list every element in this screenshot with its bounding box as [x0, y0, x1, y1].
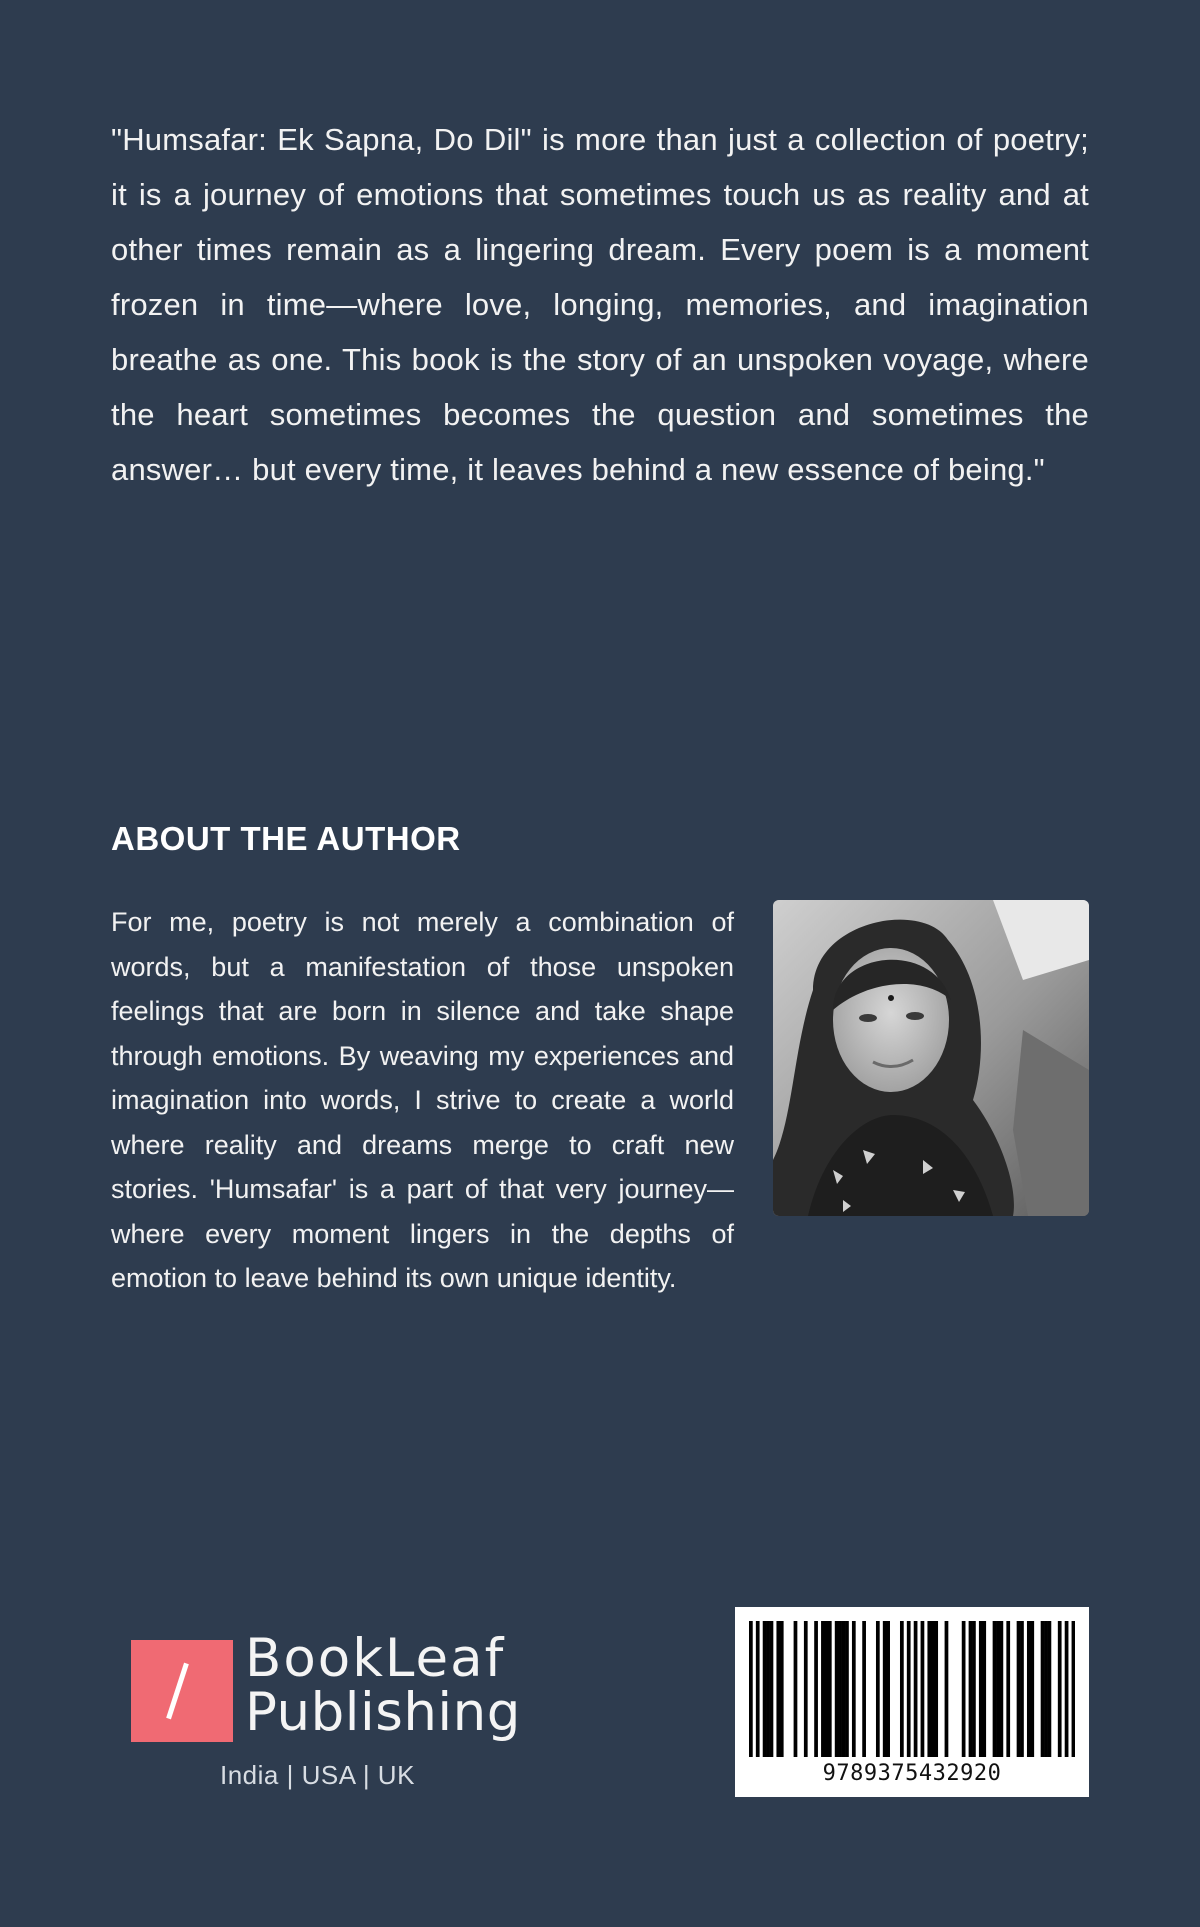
isbn-number: 9789375432920 — [822, 1761, 1002, 1786]
barcode-bar — [1030, 1621, 1034, 1757]
barcode-bar — [824, 1621, 828, 1757]
barcode-bar — [996, 1621, 1000, 1757]
barcode-bar — [814, 1621, 818, 1757]
isbn-barcode — [735, 1607, 1089, 1797]
barcode-bar — [1000, 1621, 1004, 1757]
barcode-bar — [845, 1621, 849, 1757]
barcode-bar — [921, 1621, 925, 1757]
barcode-bar — [1041, 1621, 1045, 1757]
barcode-bar — [828, 1621, 832, 1757]
barcode-bar — [821, 1621, 825, 1757]
barcode-bar — [852, 1621, 856, 1757]
barcode-bar — [972, 1621, 976, 1757]
barcode-bar — [804, 1621, 808, 1757]
about-author-heading: ABOUT THE AUTHOR — [111, 820, 461, 857]
barcode-bar — [763, 1621, 767, 1757]
barcode-bar — [907, 1621, 911, 1757]
barcode-bar — [969, 1621, 973, 1757]
barcode-bar — [835, 1621, 839, 1757]
barcode-bar — [794, 1621, 798, 1757]
barcode-bar — [931, 1621, 935, 1757]
barcode-bar — [934, 1621, 938, 1757]
author-photo — [773, 900, 1089, 1216]
barcode-bar — [900, 1621, 904, 1757]
barcode-bar — [766, 1621, 770, 1757]
slash-glyph — [166, 1663, 189, 1720]
bookleaf-mark-icon — [131, 1640, 233, 1742]
barcode-bar — [876, 1621, 880, 1757]
barcode-bar — [776, 1621, 780, 1757]
publisher-logo — [131, 1628, 531, 1800]
barcode-bar — [945, 1621, 949, 1757]
barcode-bar — [1020, 1621, 1024, 1757]
barcode-bar — [883, 1621, 887, 1757]
barcode-bar — [1058, 1621, 1062, 1757]
barcode-bar — [842, 1621, 846, 1757]
barcode-bar — [1027, 1621, 1031, 1757]
barcode-bars — [749, 1621, 1075, 1757]
barcode-bar — [838, 1621, 842, 1757]
author-portrait-image — [773, 900, 1089, 1216]
barcode-bar — [770, 1621, 774, 1757]
barcode-bar — [1017, 1621, 1021, 1757]
barcode-bar — [962, 1621, 966, 1757]
barcode-bar — [914, 1621, 918, 1757]
barcode-bar — [862, 1621, 866, 1757]
barcode-bar — [993, 1621, 997, 1757]
barcode-bar — [756, 1621, 760, 1757]
publisher-name-line2: Publishing — [245, 1682, 521, 1743]
barcode-bar — [1006, 1621, 1010, 1757]
publisher-name-line1: BookLeaf — [245, 1628, 506, 1689]
barcode-bar — [979, 1621, 983, 1757]
barcode-bar — [927, 1621, 931, 1757]
barcode-bar — [1065, 1621, 1069, 1757]
barcode-bar — [780, 1621, 784, 1757]
barcode-bar — [982, 1621, 986, 1757]
barcode-bar — [1044, 1621, 1048, 1757]
barcode-bar — [749, 1621, 753, 1757]
barcode-bar — [886, 1621, 890, 1757]
publisher-regions: India | USA | UK — [220, 1760, 415, 1790]
author-bio: For me, poetry is not merely a combination of words, but a manifestation of those unspoken feelings that are born in silence and take shape through emotions. By weaving my experiences and imagination into words, I strive to create a world where reality and dreams merge to craft new stories. 'Humsafar' is a part of that very journey—where every moment lingers in the depths of emotion to leave behind its own unique identity. — [111, 907, 734, 1293]
barcode-bar — [1048, 1621, 1052, 1757]
back-cover-blurb: "Humsafar: Ek Sapna, Do Dil" is more than just a collection of poetry; it is a journey of emotions that sometimes touch us as reality and at other times remain as a lingering dream. Every poem is a moment frozen in time—where love, longing, memories, and imagination breathe as one. This book is the story of an unspoken voyage, where the heart sometimes becomes the question and sometimes the answer… but every time, it leaves behind a new essence of being." — [111, 122, 1089, 487]
barcode-bar — [1072, 1621, 1075, 1757]
